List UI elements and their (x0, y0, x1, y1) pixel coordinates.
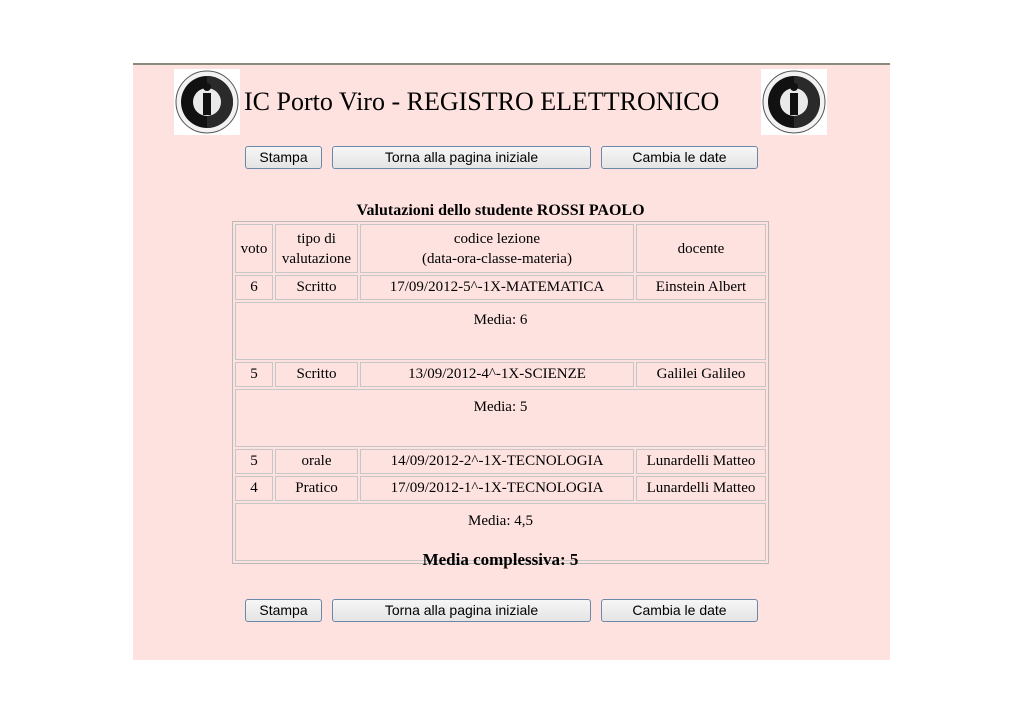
report-title: Valutazioni dello studente ROSSI PAOLO (356, 202, 645, 219)
column-header-grade: voto (235, 224, 273, 273)
cell-grade: 6 (235, 275, 273, 300)
print-button[interactable]: Stampa (245, 599, 322, 622)
cell-code: 17/09/2012-1^-1X-TECNOLOGIA (360, 476, 634, 501)
cell-grade: 5 (235, 449, 273, 474)
change-dates-button[interactable]: Cambia le date (601, 146, 758, 169)
page-body (133, 63, 890, 660)
page-title: IC Porto Viro - REGISTRO ELETTRONICO (244, 87, 720, 116)
table-row (235, 275, 766, 300)
column-header-type-line2: valutazione (281, 250, 352, 267)
cell-type: Scritto (275, 362, 358, 387)
cell-grade: 4 (235, 476, 273, 501)
school-logo-icon (761, 69, 827, 135)
home-button[interactable]: Torna alla pagina iniziale (332, 599, 591, 622)
column-header-code-line2: (data-ora-classe-materia) (422, 250, 572, 267)
bottom-toolbar (245, 599, 765, 625)
table-header-row (235, 224, 766, 273)
cell-teacher: Lunardelli Matteo (636, 476, 766, 501)
average-cell: Media: 6 (235, 302, 766, 360)
table-row (235, 449, 766, 474)
column-header-teacher: docente (636, 224, 766, 273)
cell-teacher: Einstein Albert (636, 275, 766, 300)
school-logo-icon (174, 69, 240, 135)
column-header-code-line1: codice lezione (453, 230, 541, 247)
cell-type: Pratico (275, 476, 358, 501)
cell-type: orale (275, 449, 358, 474)
average-row (235, 302, 766, 360)
average-cell: Media: 5 (235, 389, 766, 447)
table-row (235, 362, 766, 387)
cell-teacher: Galilei Galileo (636, 362, 766, 387)
page-header (174, 69, 829, 139)
cell-code: 14/09/2012-2^-1X-TECNOLOGIA (360, 449, 634, 474)
cell-type: Scritto (275, 275, 358, 300)
cell-grade: 5 (235, 362, 273, 387)
home-button[interactable]: Torna alla pagina iniziale (332, 146, 591, 169)
cell-code: 17/09/2012-5^-1X-MATEMATICA (360, 275, 634, 300)
average-row (235, 389, 766, 447)
table-row (235, 476, 766, 501)
column-header-type-line1: tipo di (297, 230, 336, 247)
column-header-type (275, 224, 358, 273)
cell-code: 13/09/2012-4^-1X-SCIENZE (360, 362, 634, 387)
print-button[interactable]: Stampa (245, 146, 322, 169)
change-dates-button[interactable]: Cambia le date (601, 599, 758, 622)
overall-average: Media complessiva: 5 (422, 550, 579, 569)
column-header-code (360, 224, 634, 273)
cell-teacher: Lunardelli Matteo (636, 449, 766, 474)
grades-table (232, 221, 769, 564)
top-toolbar (245, 146, 765, 172)
average-cell: Media: 4,5 (235, 503, 766, 561)
